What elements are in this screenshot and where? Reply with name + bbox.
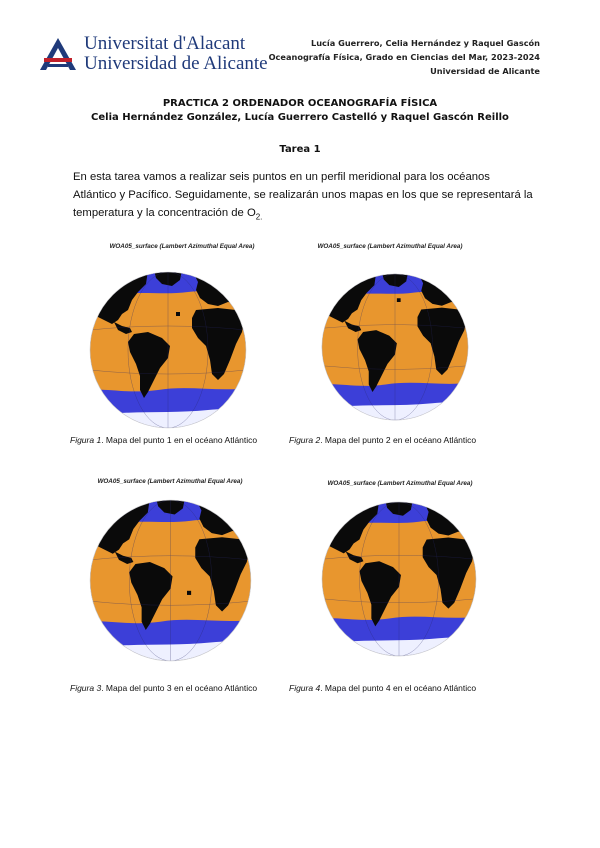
intro-text: En esta tarea vamos a realizar seis puntos en un perfil meridional para los océanos Atlántico y Pacífico. Seguidamente, se realizarán unos mapas en los que se representará la temperatura y la concentración de O bbox=[73, 171, 533, 219]
header-authors: Lucía Guerrero, Celia Hernández y Raquel Gascón bbox=[311, 38, 540, 48]
logo-line-valencian: Universitat d'Alacant bbox=[84, 33, 246, 54]
figure-caption-text: . Mapa del punto 2 en el océano Atlántico bbox=[320, 435, 477, 445]
profile-point-marker bbox=[393, 577, 397, 581]
globe-map-image bbox=[320, 272, 470, 422]
logo-line-spanish: Universidad de Alicante bbox=[84, 53, 268, 74]
figure-caption-text: . Mapa del punto 1 en el océano Atlántico bbox=[101, 435, 258, 445]
profile-point-marker bbox=[397, 298, 401, 302]
intro-paragraph bbox=[73, 168, 533, 226]
header-institution: Universidad de Alicante bbox=[430, 66, 540, 76]
figure-caption bbox=[289, 683, 476, 693]
figure-caption bbox=[289, 435, 476, 445]
page-header-info bbox=[269, 36, 540, 78]
figure-caption-text: . Mapa del punto 4 en el océano Atlántico bbox=[320, 683, 477, 693]
figure-caption bbox=[70, 435, 257, 445]
profile-point-marker bbox=[187, 591, 191, 595]
section-heading: Tarea 1 bbox=[279, 144, 321, 155]
header-course: Oceanografía Física, Grado en Ciencias del Mar, 2023-2024 bbox=[268, 52, 540, 62]
profile-point-marker bbox=[176, 312, 180, 316]
university-emblem-icon bbox=[38, 34, 78, 74]
globe-map-image bbox=[88, 270, 248, 430]
figure-caption-label: Figura 3 bbox=[70, 683, 102, 693]
figure-caption bbox=[70, 683, 257, 693]
globe-map-image bbox=[320, 500, 478, 658]
figure-title: WOA05_surface (Lambert Azimuthal Equal Area) bbox=[327, 480, 473, 487]
figure-caption-label: Figura 4 bbox=[289, 683, 321, 693]
figure-caption-label: Figura 1 bbox=[70, 435, 102, 445]
figure-caption-label: Figura 2 bbox=[289, 435, 321, 445]
intro-subscript: 2. bbox=[255, 212, 263, 222]
figure-title: WOA05_surface (Lambert Azimuthal Equal Area) bbox=[317, 243, 463, 250]
globe-map-image bbox=[88, 498, 253, 663]
document-title: PRACTICA 2 ORDENADOR OCEANOGRAFÍA FÍSICA bbox=[162, 98, 438, 109]
figure-title: WOA05_surface (Lambert Azimuthal Equal Area) bbox=[97, 478, 243, 485]
figure-title: WOA05_surface (Lambert Azimuthal Equal Area) bbox=[109, 243, 255, 250]
document-authors: Celia Hernández González, Lucía Guerrero Castelló y Raquel Gascón Reillo bbox=[91, 112, 509, 123]
figure-caption-text: . Mapa del punto 3 en el océano Atlántico bbox=[101, 683, 258, 693]
university-logo bbox=[38, 33, 268, 78]
